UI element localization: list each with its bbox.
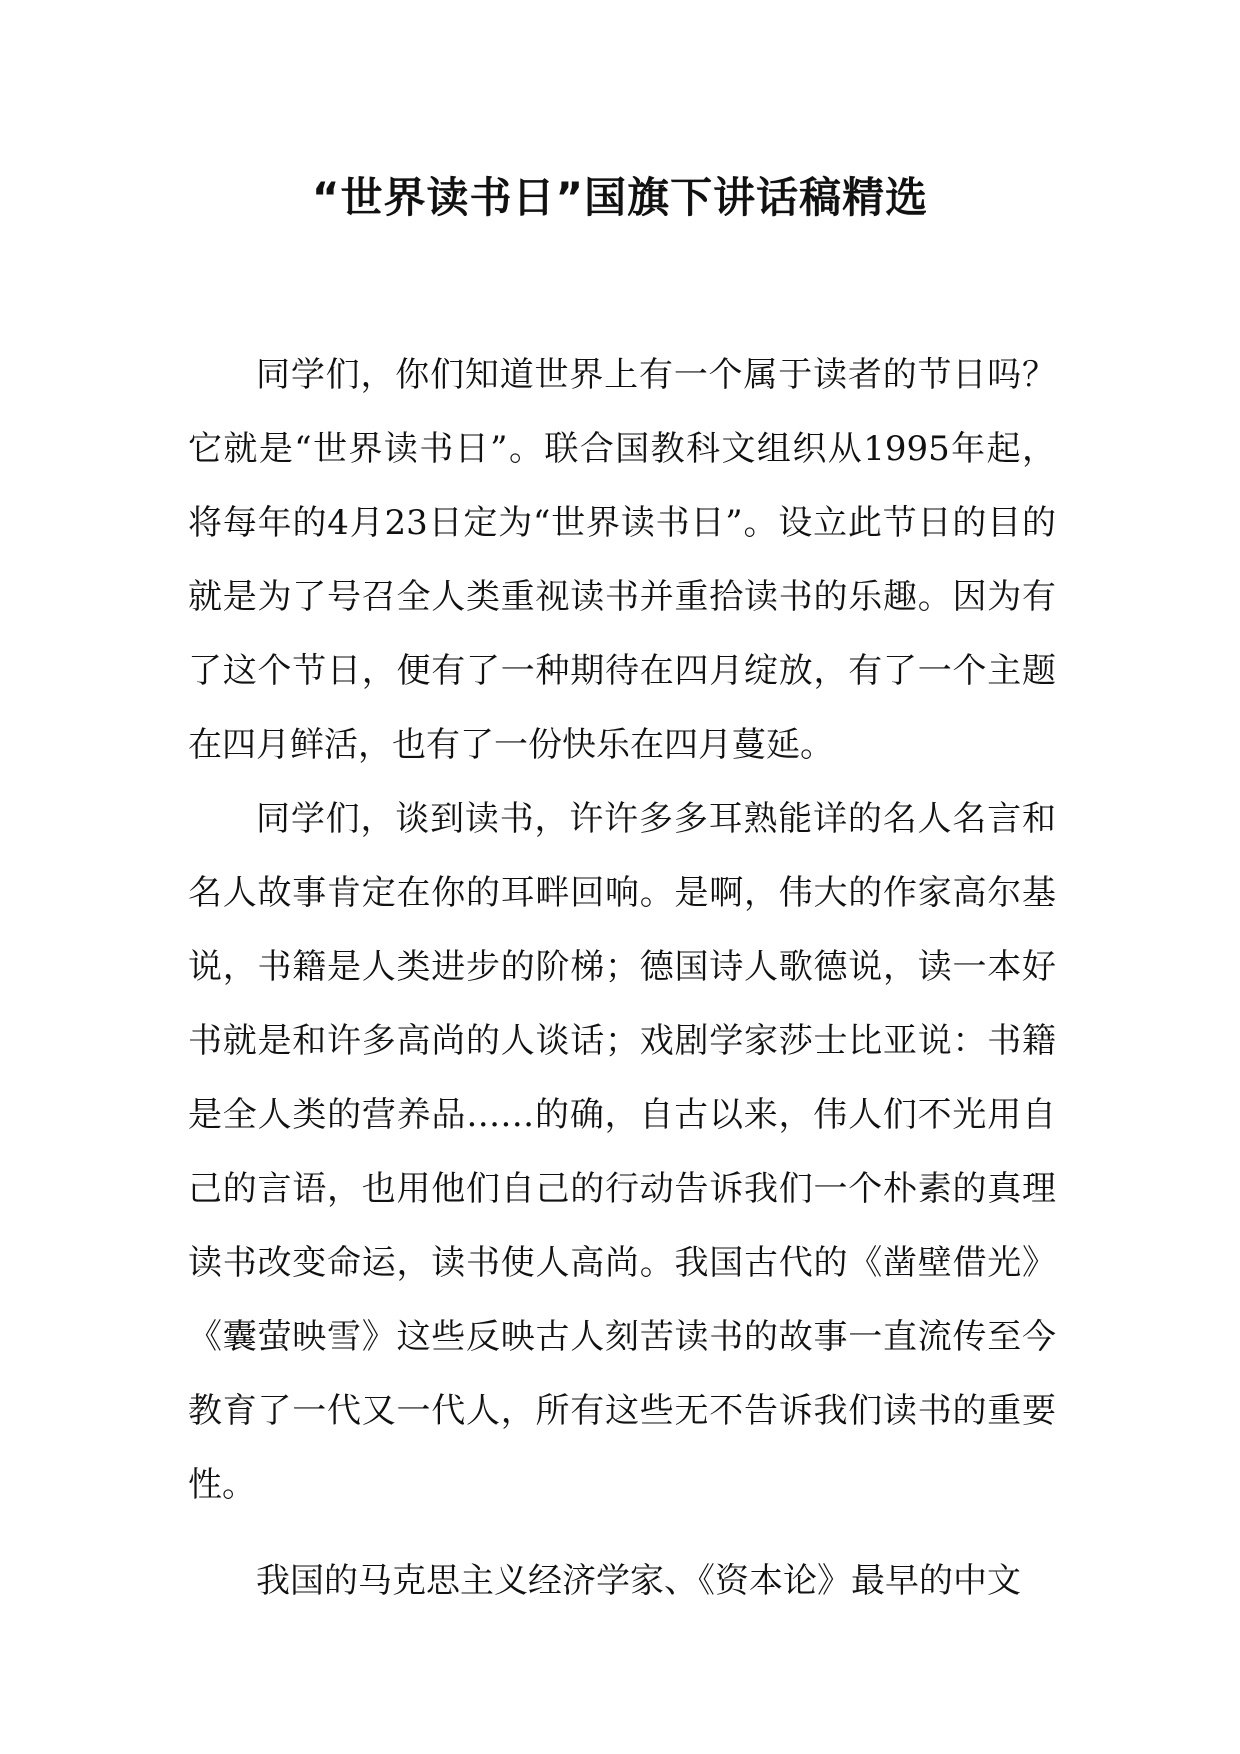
paragraph-3: 我国的马克思主义经济学家、《资本论》最早的中文 bbox=[256, 1561, 1021, 1601]
document-title: “世界读书日”国旗下讲话稿精选 bbox=[311, 173, 929, 222]
document-body bbox=[188, 338, 1056, 1618]
paragraph-1: 同学们，你们知道世界上有一个属于读者的节日吗？它就是“世界读书日”。联合国教科文组织从1995年起，将每年的4月23日定为“世界读书日”。设立此节日的目的就是为了号召全人类重视读书并重拾读书的乐趣。因为有了这个节日，便有了一种期待在四月绽放，有了一个主题在四月鲜活，也有了一份快乐在四月蔓延。 bbox=[188, 355, 1056, 765]
paragraph-2: 同学们，谈到读书，许许多多耳熟能详的名人名言和名人故事肯定在你的耳畔回响。是啊，伟大的作家高尔基说，书籍是人类进步的阶梯；德国诗人歌德说，读一本好书就是和许多高尚的人谈话；戏剧学家莎士比亚说：书籍是全人类的营养品……的确，自古以来，伟人们不光用自己的言语，也用他们自己的行动告诉我们一个朴素的真理读书改变命运，读书使人高尚。我国古代的《凿壁借光》《囊萤映雪》这些反映古人刻苦读书的故事一直流传至今教育了一代又一代人，所有这些无不告诉我们读书的重要性。 bbox=[188, 799, 1056, 1505]
